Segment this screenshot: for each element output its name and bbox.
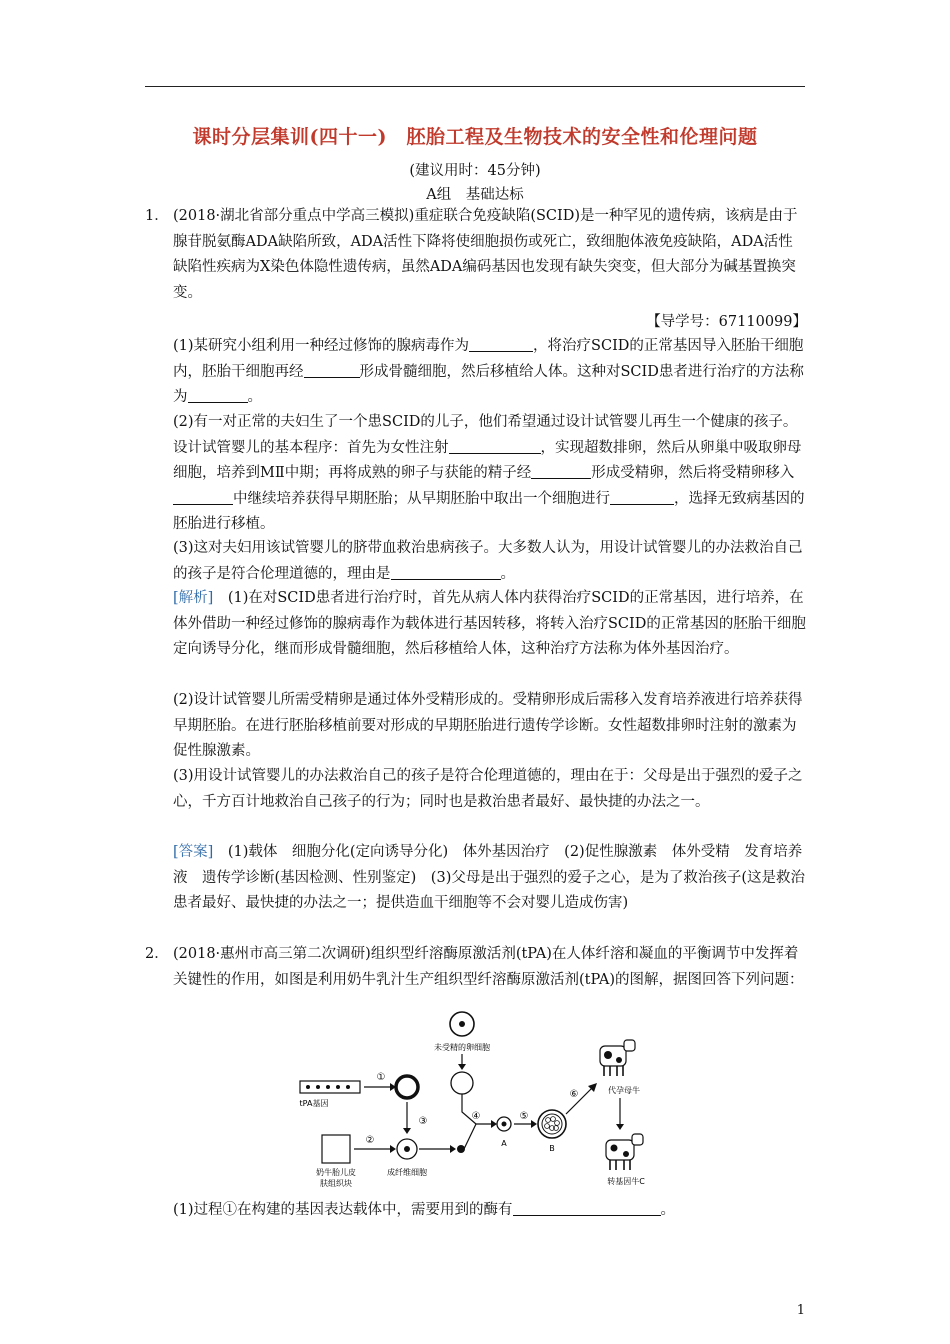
q1-part3-text-b: 。 (500, 565, 515, 582)
fusion-line (464, 1124, 476, 1149)
question-1-stem: (2018·湖北省部分重点中学高三模拟)重症联合免疫缺陷(SCID)是一种罕见的遗传病，该病是由于腺苷脱氨酶ADA缺陷所致，ADA活性下降将使细胞损伤或死亡，致细胞体液免疫缺陷，ADA活性缺陷性疾病为X染色体隐性遗传病，虽然ADA编码基因也发现有缺失突变，但大部分为碱基置换突变。 (173, 208, 798, 301)
tissue-block (322, 1135, 350, 1163)
egg-label: 未受精的卵细胞 (434, 1043, 490, 1052)
tissue-label-line-1: 奶牛胎儿皮 (316, 1168, 356, 1177)
question-2-number: 2． (145, 946, 169, 962)
q1-analysis-3: (3)用设计试管婴儿的办法救治自己的孩子是符合伦理道德的，理由在于：父母是出于强烈的爱子之心，千方百计地救治自己孩子的行为；同时也是救治患者最好、最快捷的办法之一。 (173, 768, 803, 810)
q1-part2-text-b: ，实现超数排卵，然后从卵巢中吸取卵母细胞，培养到MⅡ中期；再将成熟的卵子与获能的精子经 (173, 439, 802, 481)
step-4: ④ (471, 1111, 481, 1122)
expression-vector (396, 1076, 418, 1098)
q1-part1-text-b: ，将治疗SCID的正常基因导入胚胎干细胞内，胚胎干细胞再经 (173, 338, 804, 380)
q1-part2-text-e: ，选择无致病基因的胚胎进行移植。 (173, 490, 805, 532)
answer-blank[interactable] (173, 488, 233, 505)
label-a: A (501, 1139, 507, 1148)
analysis-tag: [解析] (173, 590, 214, 606)
question-2-stem: (2018·惠州市高三第二次调研)组织型纤溶酶原激活剂(tPA)在人体纤溶和凝血的平衡调节中发挥着关键性的作用，如图是利用奶牛乳汁生产组织型纤溶酶原激活剂(tPA)的图解，据图回答下列问题： (173, 946, 804, 988)
answer-blank[interactable] (513, 1199, 661, 1216)
fibroblast-label: 成纤维细胞 (387, 1168, 427, 1177)
q1-part1-text-a: (1)某研究小组利用一种经过修饰的腺病毒作为 (173, 338, 470, 354)
header-rule (145, 86, 805, 87)
tpa-production-diagram (290, 1000, 670, 1190)
q1-analysis-2: (2)设计试管婴儿所需受精卵是通过体外受精形成的。受精卵形成后需移入发育培养液进行培养获得早期胚胎。在进行胚胎移植前要对形成的早期胚胎进行遗传学诊断。女性超数排卵时注射的激素为促性腺激素。 (173, 692, 803, 759)
q1-part3-text-a: (3)这对夫妇用该试管婴儿的脐带血救治患病孩子。大多数人认为，用设计试管婴儿的办法救治自己的孩子是符合伦理道德的，理由是 (173, 540, 803, 582)
arrow-head (403, 1128, 411, 1134)
step-2: ② (365, 1135, 375, 1146)
q1-part2-text-d: 中继续培养获得早期胚胎；从早期胚胎中取出一个细胞进行 (233, 490, 610, 507)
question-1-number: 1． (145, 208, 169, 224)
guide-number: 【导学号：67110099】 (646, 314, 807, 330)
label-b: B (549, 1144, 555, 1153)
answer-blank[interactable] (391, 563, 501, 580)
q1-part3 (145, 536, 807, 587)
donor-nucleus (457, 1145, 465, 1153)
answer-blank[interactable] (469, 335, 533, 352)
step-6: ⑥ (569, 1089, 579, 1100)
unfertilized-egg (450, 1012, 474, 1036)
answer-tag: [答案] (173, 844, 214, 860)
arrow-head (491, 1120, 497, 1128)
early-embryo (538, 1110, 566, 1138)
answer-blank[interactable] (449, 437, 541, 454)
q2-part1-text-b: 。 (660, 1202, 676, 1218)
step-5: ⑤ (519, 1111, 529, 1122)
transgenic-label: 转基因牛C (607, 1177, 645, 1186)
group-heading: A组 基础达标 (426, 187, 524, 203)
q2-part1 (145, 1198, 807, 1224)
page-title: 课时分层集训(四十一) 胚胎工程及生物技术的安全性和伦理问题 (192, 126, 758, 148)
q1-analysis (145, 586, 807, 663)
q1-part1 (145, 334, 807, 411)
q2-part1-text-a: (1)过程①在构建的基因表达载体中，需要用到的酶有 (173, 1202, 513, 1218)
fibroblast-nucleus (404, 1146, 410, 1152)
enucleated-egg (451, 1072, 473, 1094)
arrow-head (450, 1145, 456, 1153)
page-number: 1 (796, 1303, 805, 1318)
answer-text: (1)载体 细胞分化(定向诱导分化) 体外基因治疗 (2)促性腺激素 体外受精 发育培养液 遗传学诊断(基因检测、性别鉴定) (3)父母是出于强烈的爱子之心，是为了救治孩子(这是救治患者最好、最快捷的办法之一；提供造血干细胞等不会对婴儿造成伤害) (173, 844, 806, 911)
q1-part1-text-c: 形成骨髓细胞，然后移植给人体。这种对SCID患者进行治疗的方法称为 (173, 363, 804, 405)
gene-label: tPA基因 (299, 1099, 329, 1108)
step-1: ① (376, 1072, 386, 1083)
step-3: ③ (418, 1116, 428, 1127)
tpa-gene (300, 1081, 360, 1093)
arrow-head (458, 1064, 466, 1070)
surrogate-cow-icon (600, 1040, 635, 1076)
answer-blank[interactable] (531, 462, 591, 479)
q1-part1-text-d: 。 (247, 389, 262, 405)
reconstructed-nucleus (502, 1122, 507, 1127)
transgenic-cow-icon (606, 1134, 643, 1170)
surrogate-label: 代孕母牛 (608, 1086, 640, 1095)
tissue-label-line-2: 肤组织块 (320, 1179, 352, 1188)
arrow-head (616, 1124, 624, 1130)
analysis-text-1: (1)在对SCID患者进行治疗时，首先从病人体内获得治疗SCID的正常基因，进行培养，在体外借助一种经过修饰的腺病毒作为载体进行基因转移，将转入治疗SCID的正常基因的胚胎干细胞定向诱导分化，继而形成骨髓细胞，然后移植给人体，这种治疗方法称为体外基因治疗。 (173, 590, 806, 657)
answer-blank[interactable] (188, 386, 248, 403)
q1-part2-text-a: (2)有一对正常的夫妇生了一个患SCID的儿子，他们希望通过设计试管婴儿再生一个健康的孩子。设计试管婴儿的基本程序：首先为女性注射 (173, 414, 798, 456)
arrow-head (390, 1145, 396, 1153)
arrow-head (531, 1120, 537, 1128)
q1-part2-text-c: 形成受精卵，然后将受精卵移入 (591, 465, 795, 481)
answer-blank[interactable] (304, 361, 360, 378)
q1-part2 (145, 410, 807, 538)
answer-blank[interactable] (610, 488, 674, 505)
q1-answer (145, 840, 807, 917)
time-hint: (建议用时：45分钟) (409, 163, 541, 179)
